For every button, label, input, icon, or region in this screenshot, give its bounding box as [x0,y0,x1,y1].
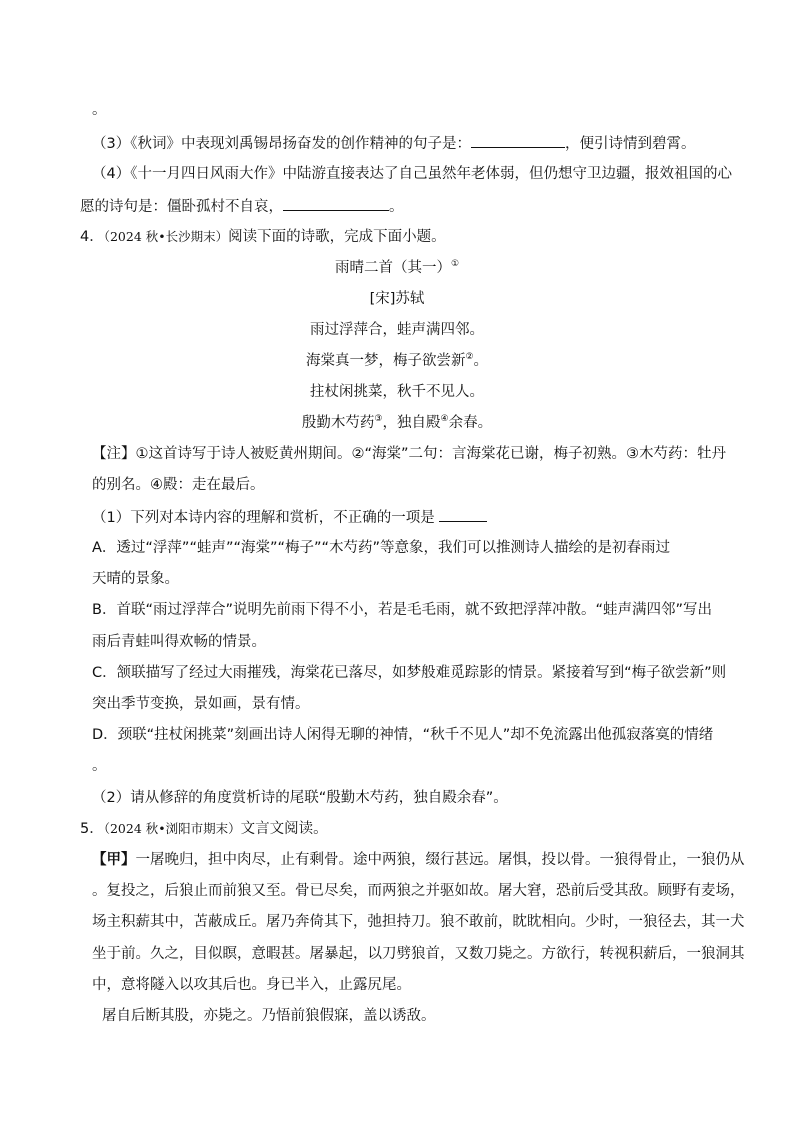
question-3 [92,133,695,154]
footnote-mark: ① [450,259,460,270]
question-4-line2 [80,196,404,217]
section-instruction: 阅读下面的诗歌，完成下面小题。 [228,229,446,245]
passage-jia-line: 中，意将隧入以攻其后也。身已半入，止露尻尾。 [92,977,411,993]
footnote-mark: ② [465,352,474,363]
passage-jia-line: 场主积薪其中，苫蔽成丘。屠乃奔倚其下，弛担持刀。狼不敢前，眈眈相向。少时，一狼径去，其一犬 [92,914,745,930]
option-a[interactable]: A．透过“浮萍”“蛙声”“海棠”“梅子”“木芍药”等意象，我们可以推测诗人描绘的是初春雨过 [92,540,671,556]
poem-author: [宋]苏轼 [369,291,425,307]
option-b-cont: 雨后青蛙叫得欢畅的情景。 [92,634,266,650]
option-a-cont: 天晴的景象。 [92,571,179,587]
question-text: （3）《秋词》中表现刘禹锡昂扬奋发的创作精神的句子是： [92,136,471,152]
question-text: 愿的诗句是：僵卧孤村不自哀， [80,199,283,215]
text-line: 。 [92,102,107,118]
sub-question-1: （1）下列对本诗内容的理解和赏析，不正确的一项是 [92,507,487,528]
passage-jia-line: 【甲】一屠晚归，担中肉尽，止有剩骨。途中两狼，缀行甚远。屠惧，投以骨。一狼得骨止，一狼仍从 [92,852,745,868]
section-number: 4． [80,229,104,245]
question-4-line1: （4）《十一月四日风雨大作》中陆游直接表达了自己虽然年老体弱，但仍想守卫边疆，报效祖国的心 [92,166,732,182]
option-b[interactable]: B．首联“雨过浮萍合”说明先前雨下得不小，若是毛毛雨，就不致把浮萍冲散。“蛙声满四邻”写出 [92,602,712,618]
answer-blank[interactable] [471,133,565,148]
option-d[interactable]: D．颈联“拄杖闲挑菜”刻画出诗人闲得无聊的神情，“秋千不见人”却不免流露出他孤寂落寞的情绪 [92,727,714,743]
option-d-cont: 。 [92,758,107,774]
question-text: ，便引诗情到碧霄。 [564,136,696,152]
poem-line: 殷勤木芍药③，独自殿④余春。 [301,414,493,431]
option-c[interactable]: C．颔联描写了经过大雨摧残，海棠花已落尽，如梦般难觅踪影的情景。紧接着写到“梅子欲尝新”则 [92,665,727,681]
section-source: （2024 秋•浏阳市期末） [103,821,241,836]
poem-notes: 的别名。④殿：走在最后。 [92,477,265,493]
poem-line: 雨过浮萍合，蛙声满四邻。 [310,322,484,338]
poem-line: 海棠真一梦，梅子欲尝新②。 [305,352,489,369]
option-c-cont: 突出季节变换，景如画，景有情。 [92,696,310,712]
passage-label: 【甲】 [92,852,136,868]
section-instruction: 文言文阅读。 [240,821,328,837]
section-number: 5． [80,821,104,837]
question-text: 。 [389,199,404,215]
poem-title: 雨晴二首（其一）① [334,259,460,276]
section-5-header [80,819,328,839]
passage-jia-line: 坐于前。久之，目似瞑，意暇甚。屠暴起，以刀劈狼首，又数刀毙之。方欲行，转视积薪后，一狼洞其 [92,946,745,962]
footnote-mark: ④ [440,414,449,425]
passage-jia-line: 屠自后断其股，亦毙之。乃悟前狼假寐，盖以诱敌。 [102,1008,436,1024]
section-4-header [80,227,446,247]
footnote-mark: ③ [374,414,383,425]
answer-blank[interactable] [283,196,389,211]
poem-notes: 【注】①这首诗写于诗人被贬黄州期间。②“海棠”二句：言海棠花已谢，梅子初熟。③木芍药：牡丹 [92,446,727,462]
poem-line: 拄杖闲挑菜，秋千不见人。 [310,384,484,400]
passage-jia-line: 。复投之，后狼止而前狼又至。骨已尽矣，而两狼之并驱如故。屠大窘，恐前后受其敌。顾野有麦场， [92,883,745,899]
section-source: （2024 秋•长沙期末） [103,229,229,244]
answer-blank[interactable] [439,507,487,522]
sub-question-2: （2）请从修辞的角度赏析诗的尾联“殷勤木芍药，独自殿余春”。 [92,790,508,806]
